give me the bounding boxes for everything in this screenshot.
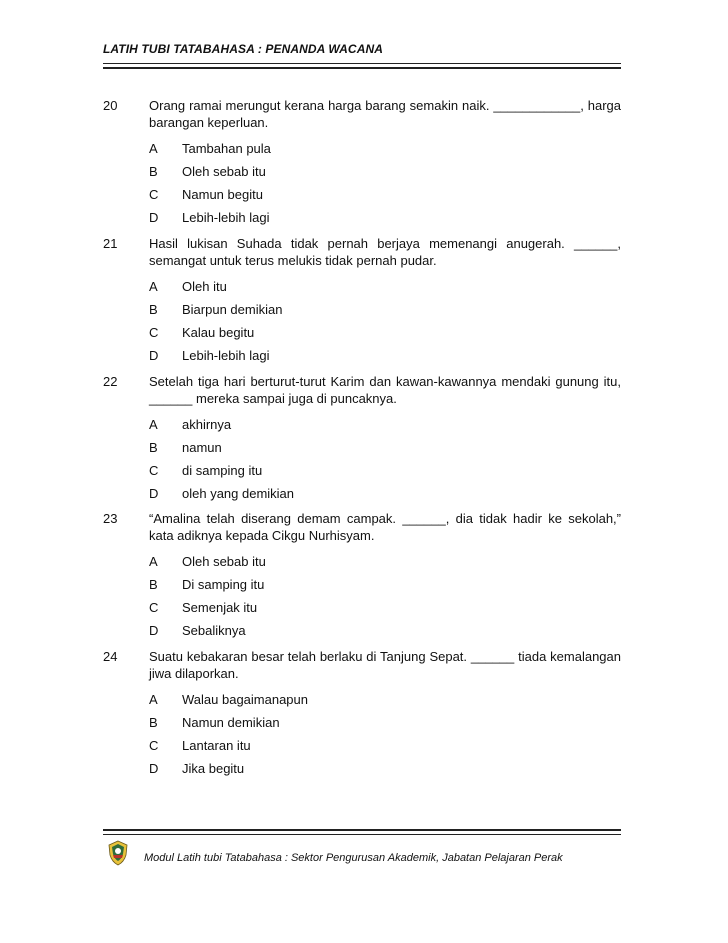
footer-rule-top: [103, 829, 621, 831]
option-b: [149, 298, 621, 321]
question-24: [103, 648, 621, 780]
option-letter: B: [149, 440, 158, 455]
header-rule-top: [103, 63, 621, 64]
option-d: [149, 619, 621, 642]
option-text: Biarpun demikian: [182, 302, 283, 317]
option-letter: D: [149, 210, 159, 225]
option-list: [149, 275, 621, 367]
option-text: Lantaran itu: [182, 738, 251, 753]
option-c: [149, 459, 621, 482]
option-text: Sebaliknya: [182, 623, 246, 638]
question-text: Hasil lukisan Suhada tidak pernah berjaya memenangi anugerah. ______, semangat untuk terus melukis tidak pernah pudar.: [149, 236, 621, 268]
option-letter: B: [149, 715, 158, 730]
option-text: Oleh sebab itu: [182, 164, 266, 179]
question-number: 20: [103, 98, 118, 113]
option-letter: C: [149, 600, 159, 615]
option-letter: D: [149, 486, 159, 501]
option-b: [149, 160, 621, 183]
option-d: [149, 757, 621, 780]
option-text: Lebih-lebih lagi: [182, 348, 270, 363]
question-text: “Amalina telah diserang demam campak. ______, dia tidak hadir ke sekolah,” kata adiknya kepada Cikgu Nurhisyam.: [149, 511, 621, 543]
footer-text: Modul Latih tubi Tatabahasa : Sektor Pengurusan Akademik, Jabatan Pelajaran Perak: [144, 852, 563, 864]
option-a: [149, 137, 621, 160]
option-list: [149, 137, 621, 229]
question-number: 21: [103, 236, 118, 251]
option-letter: A: [149, 692, 158, 707]
option-d: [149, 206, 621, 229]
option-list: [149, 550, 621, 642]
option-text: oleh yang demikian: [182, 486, 295, 501]
option-letter: C: [149, 738, 159, 753]
option-text: Namun begitu: [182, 187, 263, 202]
option-text: Tambahan pula: [182, 141, 271, 156]
option-letter: A: [149, 141, 158, 156]
option-letter: C: [149, 463, 159, 478]
question-number: 23: [103, 511, 118, 526]
option-text: Namun demikian: [182, 715, 280, 730]
option-b: [149, 573, 621, 596]
option-text: Lebih-lebih lagi: [182, 210, 270, 225]
question-20: [103, 97, 621, 229]
option-c: [149, 321, 621, 344]
state-crest-icon: [107, 840, 129, 866]
option-text: di samping itu: [182, 463, 263, 478]
option-c: [149, 596, 621, 619]
option-a: [149, 413, 621, 436]
option-b: [149, 436, 621, 459]
option-a: [149, 688, 621, 711]
question-21: [103, 235, 621, 367]
option-letter: D: [149, 623, 159, 638]
header-rule-bottom: [103, 67, 621, 69]
option-text: Oleh sebab itu: [182, 554, 266, 569]
option-letter: A: [149, 554, 158, 569]
footer-rule-bottom: [103, 834, 621, 835]
option-d: [149, 344, 621, 367]
option-d: [149, 482, 621, 505]
option-text: Walau bagaimanapun: [182, 692, 308, 707]
option-letter: B: [149, 577, 158, 592]
option-b: [149, 711, 621, 734]
option-letter: B: [149, 302, 158, 317]
question-text: Setelah tiga hari berturut-turut Karim dan kawan-kawannya mendaki gunung itu, ______ mereka sampai juga di puncaknya.: [149, 374, 621, 406]
option-text: akhirnya: [182, 417, 232, 432]
option-letter: D: [149, 348, 159, 363]
option-text: Jika begitu: [182, 761, 245, 776]
option-list: [149, 413, 621, 505]
question-text: Suatu kebakaran besar telah berlaku di Tanjung Sepat. ______ tiada kemalangan jiwa dilaporkan.: [149, 649, 621, 681]
question-23: [103, 510, 621, 642]
header-title: LATIH TUBI TATABAHASA : PENANDA WACANA: [103, 42, 383, 56]
option-list: [149, 688, 621, 780]
option-letter: A: [149, 417, 158, 432]
option-text: Kalau begitu: [182, 325, 255, 340]
option-letter: C: [149, 187, 159, 202]
option-text: Semenjak itu: [182, 600, 258, 615]
option-letter: A: [149, 279, 158, 294]
option-text: Di samping itu: [182, 577, 265, 592]
option-c: [149, 183, 621, 206]
option-text: Oleh itu: [182, 279, 227, 294]
option-letter: C: [149, 325, 159, 340]
question-22: [103, 373, 621, 505]
option-a: [149, 275, 621, 298]
option-a: [149, 550, 621, 573]
option-letter: B: [149, 164, 158, 179]
question-number: 24: [103, 649, 118, 664]
option-text: namun: [182, 440, 222, 455]
option-c: [149, 734, 621, 757]
option-letter: D: [149, 761, 159, 776]
question-number: 22: [103, 374, 118, 389]
question-text: Orang ramai merungut kerana harga barang semakin naik. ____________, harga barangan keperluan.: [149, 98, 621, 130]
